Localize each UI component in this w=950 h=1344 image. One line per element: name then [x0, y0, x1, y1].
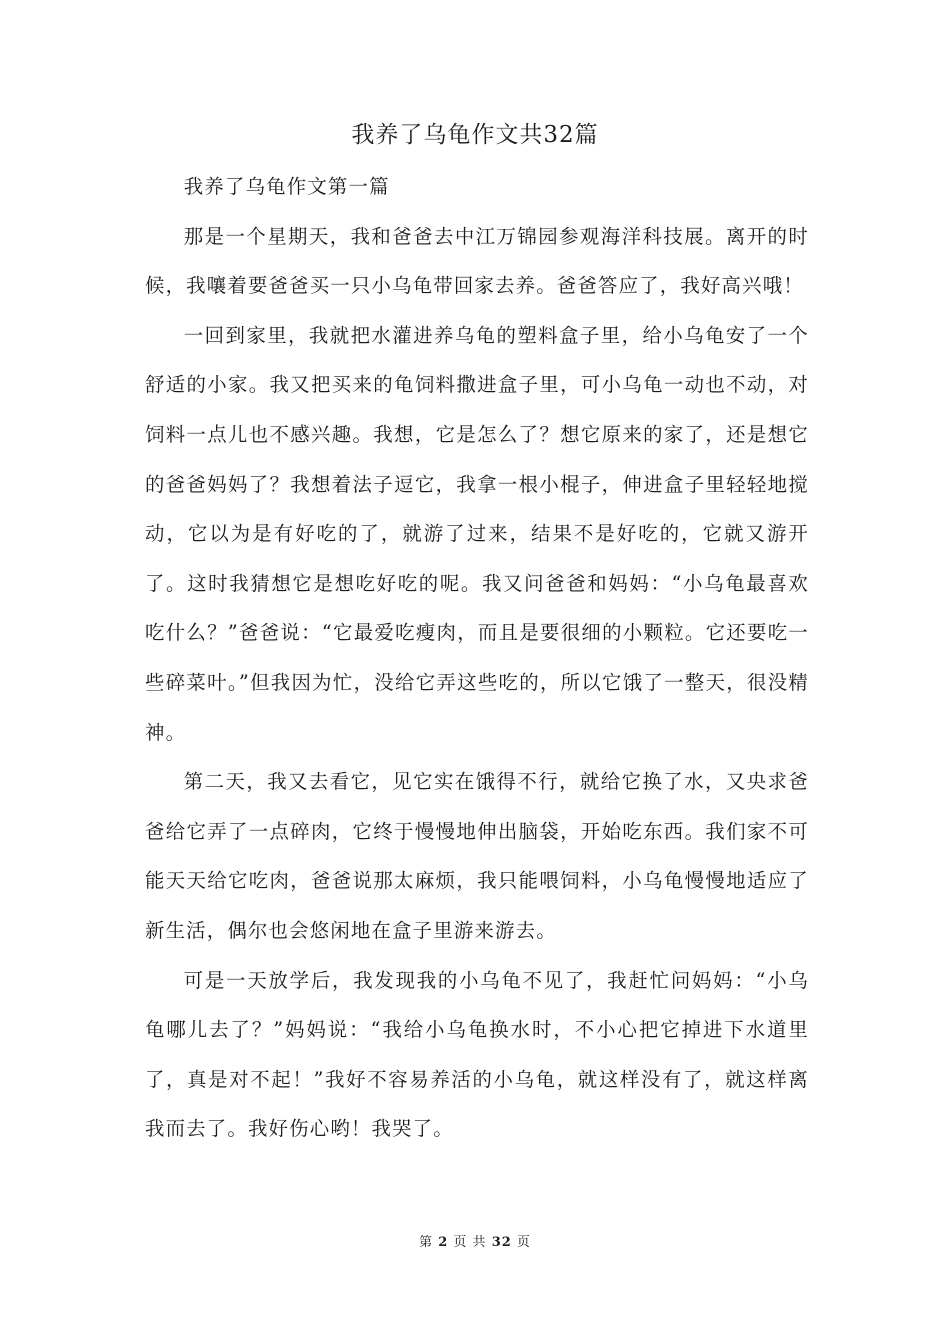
page-footer — [0, 1231, 950, 1250]
footer-prefix: 第 — [419, 1235, 434, 1250]
footer-suffix: 页 — [516, 1235, 531, 1250]
document-title: 我养了乌龟作文共32篇 — [351, 122, 599, 148]
total-pages-number: 32 — [491, 1235, 512, 1250]
paragraph: 第二天，我又去看它，见它实在饿得不行，就给它换了水，又央求爸爸给它弄了一点碎肉，它终于慢慢地伸出脑袋，开始吃东西。我们家不可能天天给它吃肉，爸爸说那太麻烦，我只能喂饲料，小乌龟慢慢地适应了新生活，偶尔也会悠闲地在盒子里游来游去。 — [145, 770, 809, 942]
section-heading: 我养了乌龟作文第一篇 — [183, 175, 390, 198]
footer-middle: 页 共 — [453, 1235, 487, 1250]
paragraph: 那是一个星期天，我和爸爸去中江万锦园参观海洋科技展。离开的时候，我嚷着要爸爸买一只小乌龟带回家去养。爸爸答应了，我好高兴哦！ — [145, 224, 809, 298]
document-body — [145, 162, 809, 1154]
paragraph: 可是一天放学后，我发现我的小乌龟不见了，我赶忙问妈妈：“小乌龟哪儿去了？”妈妈说：“我给小乌龟换水时，不小心把它掉进下水道里了，真是对不起！”我好不容易养活的小乌龟，就这样没有了，就这样离我而去了。我好伤心哟！我哭了。 — [145, 968, 809, 1141]
current-page-number: 2 — [438, 1235, 449, 1250]
paragraph: 一回到家里，我就把水灌进养乌龟的塑料盒子里，给小乌龟安了一个舒适的小家。我又把买来的龟饲料撒进盒子里，可小乌龟一动也不动，对饲料一点儿也不感兴趣。我想，它是怎么了？想它原来的家了，还是想它的爸爸妈妈了？我想着法子逗它，我拿一根小棍子，伸进盒子里轻轻地搅动，它以为是有好吃的了，就游了过来，结果不是好吃的，它就又游开了。这时我猜想它是想吃好吃的呢。我又问爸爸和妈妈：“小乌龟最喜欢吃什么？”爸爸说：“它最爱吃瘦肉，而且是要很细的小颗粒。它还要吃一些碎菜叶。”但我因为忙，没给它弄这些吃的，所以它饿了一整天，很没精神。 — [145, 323, 809, 744]
